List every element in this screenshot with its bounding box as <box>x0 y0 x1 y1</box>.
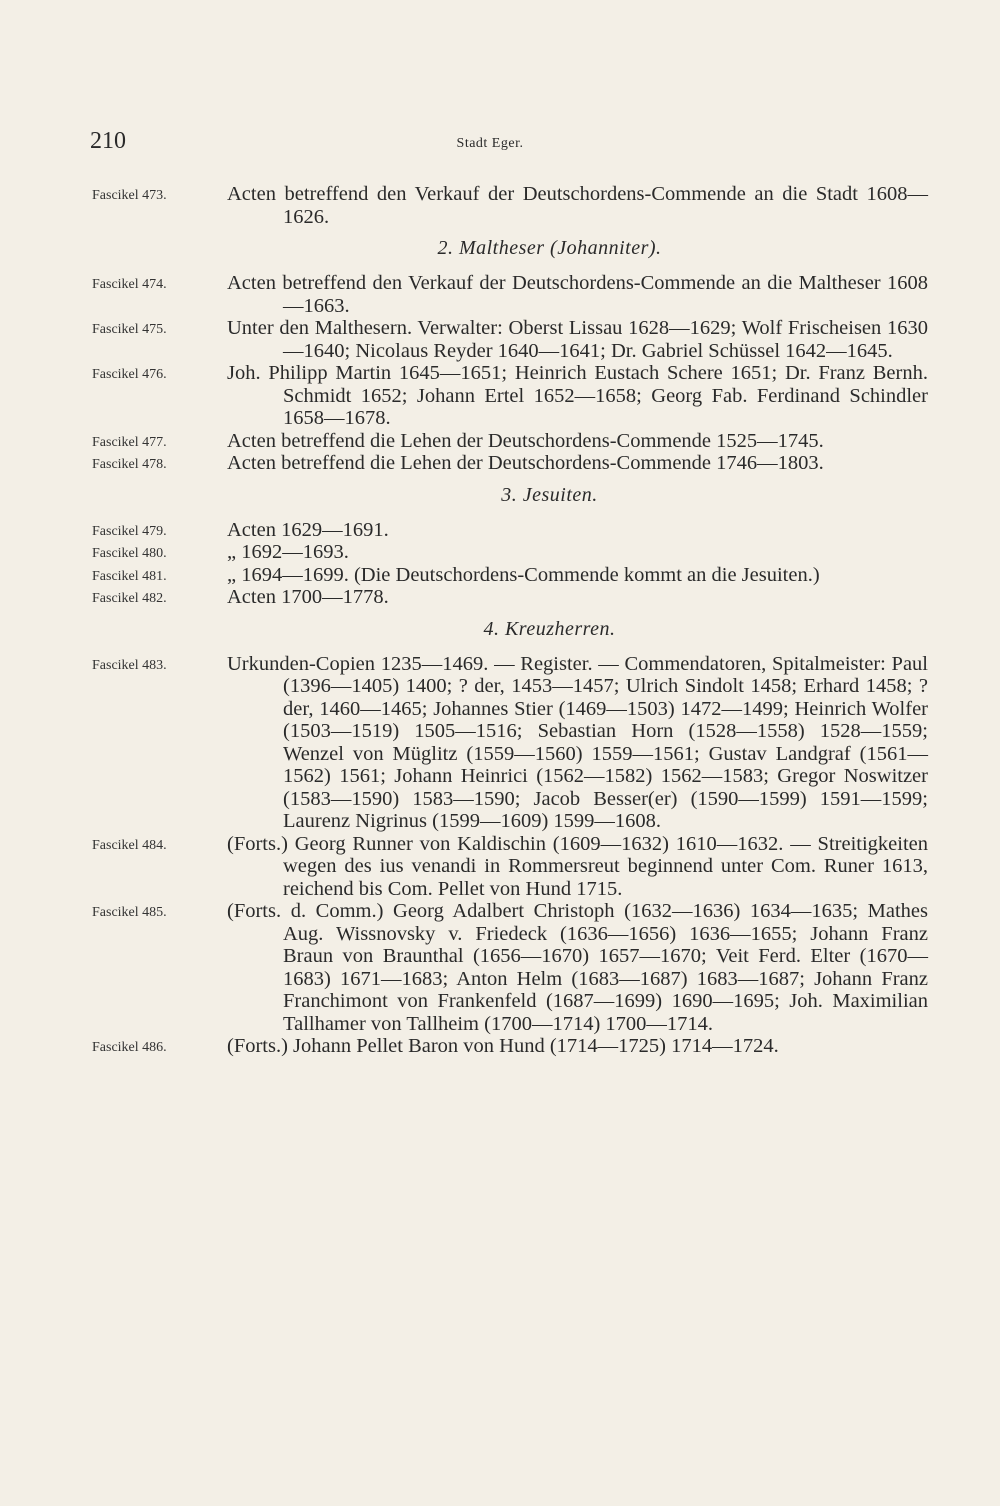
page-number: 210 <box>90 128 126 154</box>
fascikel-text: Acten betreffend den Verkauf der Deutschordens-Commende an die Stadt 1608—1626. <box>227 183 928 228</box>
fascikel-label: Fascikel 479. <box>92 523 167 539</box>
fascikel-entry <box>0 272 1000 317</box>
fascikel-text: Acten betreffend den Verkauf der Deutschordens-Commende an die Maltheser 1608—1663. <box>227 272 928 317</box>
fascikel-text: (Forts.) Johann Pellet Baron von Hund (1714—1725) 1714—1724. <box>227 1035 779 1057</box>
fascikel-text: Unter den Malthesern. Verwalter: Oberst Lissau 1628—1629; Wolf Frischeisen 1630—1640; Nicolaus Reyder 1640—1641; Dr. Gabriel Schüssel 1642—1645. <box>227 317 928 362</box>
fascikel-label: Fascikel 477. <box>92 434 167 450</box>
fascikel-label: Fascikel 480. <box>92 546 167 561</box>
fascikel-text: Acten 1629—1691. <box>227 518 389 541</box>
fascikel-list <box>0 183 1000 1058</box>
fascikel-entry <box>0 833 1000 901</box>
fascikel-entry <box>0 317 1000 362</box>
fascikel-text: Acten 1700—1778. <box>227 586 389 608</box>
fascikel-text: (Forts.) Georg Runner von Kaldischin (1609—1632) 1610—1632. — Streitigkeiten wegen des ius venandi in Rommersreut beginnend unter Com. Runer 1613, reichend bis Com. Pellet von Hund 1715. <box>227 832 928 900</box>
fascikel-entry <box>0 653 1000 833</box>
fascikel-label: Fascikel 482. <box>92 591 167 606</box>
fascikel-entry <box>0 452 1000 475</box>
fascikel-label: Fascikel 484. <box>92 837 167 853</box>
fascikel-text: Acten betreffend die Lehen der Deutschordens-Commende 1525—1745. <box>227 429 824 452</box>
fascikel-entry <box>0 564 1000 587</box>
fascikel-label: Fascikel 483. <box>92 657 167 673</box>
fascikel-entry <box>0 586 1000 609</box>
fascikel-label: Fascikel 481. <box>92 568 167 584</box>
fascikel-label: Fascikel 474. <box>92 277 167 292</box>
fascikel-entry <box>0 183 1000 228</box>
fascikel-label: Fascikel 486. <box>92 1040 167 1055</box>
fascikel-text: Urkunden-Copien 1235—1469. — Register. — Commendatoren, Spitalmeister: Paul (1396—1405) 1400; ? der, 1453—1457; Ulrich Sindolt 1458; Erhard 1458; ? der, 1460—1465; Johannes Stier (1469—1503) 1472—1499; Heinrich Wolfer (1503—1519) 1505—1516; Sebastian Horn (1528—1558) 1528—1559; Wenzel von Müglitz (1559—1560) 1559—1561; Gustav Landgraf (1561—1562) 1561; Johann Heinrici (1562—1582) 1562—1583; Gregor Noswitzer (1583—1590) 1583—1590; Jacob Besser(er) (1590—1599) 1591—1599; Laurenz Nigrinus (1599—1609) 1599—1608. <box>227 652 928 832</box>
fascikel-label: Fascikel 473. <box>92 188 167 203</box>
fascikel-entry <box>0 362 1000 430</box>
section-heading: 3. Jesuiten. <box>501 483 598 506</box>
fascikel-label: Fascikel 485. <box>92 905 167 920</box>
fascikel-entry <box>0 519 1000 542</box>
fascikel-entry <box>0 430 1000 453</box>
running-head: Stadt Eger. <box>456 136 524 151</box>
fascikel-text: Acten betreffend die Lehen der Deutschordens-Commende 1746—1803. <box>227 452 824 474</box>
page-header <box>90 128 890 168</box>
fascikel-text: „ 1692—1693. <box>227 541 349 563</box>
fascikel-text: „ 1694—1699. (Die Deutschordens-Commende kommt an die Jesuiten.) <box>227 563 820 586</box>
fascikel-entry <box>0 1035 1000 1058</box>
fascikel-text: Joh. Philipp Martin 1645—1651; Heinrich Eustach Schere 1651; Dr. Franz Bernh. Schmidt 1652; Johann Ertel 1652—1658; Georg Fab. Ferdinand Schindler 1658—1678. <box>227 362 928 429</box>
section-heading: 4. Kreuzherren. <box>483 617 616 640</box>
fascikel-text: (Forts. d. Comm.) Georg Adalbert Christoph (1632—1636) 1634—1635; Mathes Aug. Wissnovsky v. Friedeck (1636—1656) 1636—1655; Johann Franz Braun von Braunthal (1656—1670) 1657—1670; Veit Ferd. Elter (1670—1683) 1671—1683; Anton Helm (1683—1687) 1683—1687; Johann Franz Franchimont von Frankenfeld (1687—1699) 1690—1695; Joh. Maximilian Tallhamer von Tallheim (1700—1714) 1700—1714. <box>227 900 928 1035</box>
fascikel-label: Fascikel 478. <box>92 457 167 472</box>
fascikel-entry <box>0 541 1000 564</box>
section-heading: 2. Maltheser (Johanniter). <box>437 237 662 259</box>
fascikel-entry <box>0 900 1000 1035</box>
fascikel-label: Fascikel 475. <box>92 322 167 337</box>
fascikel-label: Fascikel 476. <box>92 367 167 382</box>
